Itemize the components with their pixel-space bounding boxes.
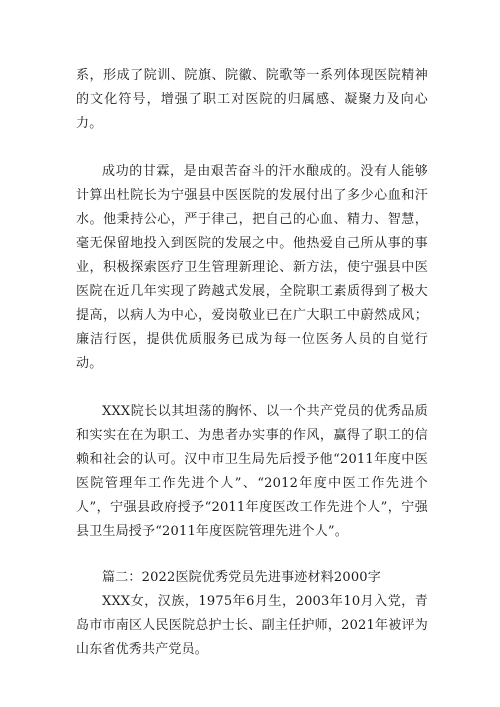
paragraph-continuation: 系，形成了院训、院旗、院徽、院歌等一系列体现医院精神的文化符号，增强了职工对医院的归属感、凝聚力及向心力。 (76, 68, 428, 131)
paragraph-honors: XXX院长以其坦荡的胸怀、以一个共产党员的优秀品质和实实在在为职工、为患者办实事的作风，赢得了职工的信赖和社会的认可。汉中市卫生局先后授予他“2011年度中医医院管理年工作先进个人”、“2012年度中医工作先进个人”，宁强县政府授予“2011年度医改工作先进个人”，宁强县卫生局授予“2011年度医院管理先进个人”。 (76, 404, 428, 539)
document-body (76, 64, 428, 662)
section-heading: 篇二：2022医院优秀党员先进事迹材料2000字 (102, 570, 381, 585)
paragraph-success: 成功的甘霖，是由艰苦奋斗的汗水酿成的。没有人能够计算出杜院长为宁强县中医医院的发展付出了多少心血和汗水。他秉持公心，严于律己，把自己的心血、精力、智慧，毫无保留地投入到医院的发展之中。他热爱自己所从事的事业，积极探索医疗卫生管理新理论、新方法，使宁强县中医医院在近几年实现了跨越式发展，全院职工素质得到了极大提高，以病人为中心，爱岗敬业已在广大职工中蔚然成风；廉洁行医，提供优质服务已成为每一位医务人员的自觉行动。 (76, 164, 428, 371)
paragraph-profile: XXX女，汉族，1975年6月生，2003年10月入党，青岛市市南区人民医院总护士长、副主任护师，2021年被评为山东省优秀共产党员。 (76, 594, 428, 657)
